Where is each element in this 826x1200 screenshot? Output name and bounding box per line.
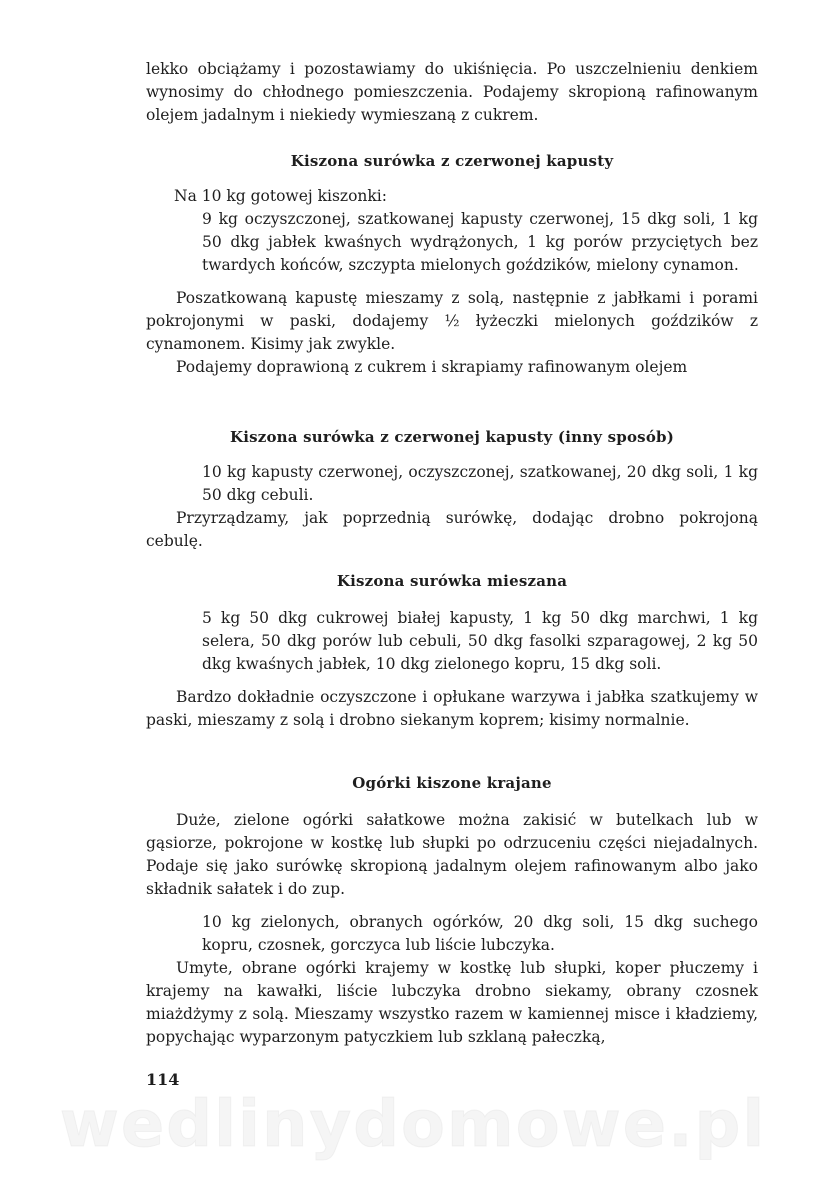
intro-paragraph: lekko obciążamy i pozostawiamy do ukiśnięcia. Po uszczelnieniu denkiem wynosimy do chłodnego pomieszczenia. Podajemy skropioną rafinowanym olejem jadalnym i niekiedy wymieszaną z cukrem.: [146, 60, 758, 124]
section-2-title: Kiszona surówka z czerwonej kapusty (inny sposób): [229, 428, 675, 446]
section-2-paragraph-1: Przyrządzamy, jak poprzednią surówkę, dodając drobno pokrojoną cebulę.: [146, 509, 758, 550]
section-1-paragraph-1: Poszatkowaną kapustę mieszamy z solą, następnie z jabłkami i porami pokrojonymi w paski, dodajemy ½ łyżeczki mielonych goździków z cynamonem. Kisimy jak zwykle.: [146, 289, 758, 353]
section-1-ingredients: 9 kg oczyszczonej, szatkowanej kapusty czerwonej, 15 dkg soli, 1 kg 50 dkg jabłek kwaśnych wydrążonych, 1 kg porów przyciętych bez twardych końców, szczypta mielonych goździków, mielony cynamon.: [202, 210, 758, 274]
watermark: wedlinydomowe.pl: [59, 1088, 767, 1162]
page-number: 114: [146, 1070, 180, 1089]
section-4-paragraph-2: Umyte, obrane ogórki krajemy w kostkę lub słupki, koper płuczemy i krajemy na kawałki, liście lubczyka drobno siekamy, obrany czosnek miażdżymy z solą. Mieszamy wszystko razem w kamiennej misce i kładziemy, popychając wyparzonym patyczkiem lub szklaną pałeczką,: [146, 959, 758, 1046]
section-4-paragraph-1: Duże, zielone ogórki sałatkowe można zakisić w butelkach lub w gąsiorze, pokrojone w kostkę lub słupki po odrzuceniu części niejadalnych. Podaje się jako surówkę skropioną jadalnym olejem rafinowanym albo jako składnik sałatek i do zup.: [146, 811, 758, 898]
section-1-paragraph-2: Podajemy doprawioną z cukrem i skrapiamy rafinowanym olejem: [176, 358, 688, 376]
section-4: [146, 772, 758, 1049]
section-3-paragraph-1: Bardzo dokładnie oczyszczone i opłukane warzywa i jabłka szatkujemy w paski, mieszamy z solą i drobno siekanym koprem; kisimy normalnie.: [146, 688, 758, 729]
section-4-ingredients: 10 kg zielonych, obranych ogórków, 20 dkg soli, 15 dkg suchego kopru, czosnek, gorczyca lub liście lubczyka.: [202, 913, 758, 954]
section-3: [146, 570, 758, 732]
section-3-title: Kiszona surówka mieszana: [336, 572, 568, 590]
section-2-ingredients: 10 kg kapusty czerwonej, oczyszczonej, szatkowanej, 20 dkg soli, 1 kg 50 dkg cebuli.: [202, 463, 758, 504]
section-1-lead: Na 10 kg gotowej kiszonki:: [174, 187, 387, 205]
section-3-ingredients: 5 kg 50 dkg cukrowej białej kapusty, 1 kg 50 dkg marchwi, 1 kg selera, 50 dkg porów lub cebuli, 50 dkg fasolki szparagowej, 2 kg 50 dkg kwaśnych jabłek, 10 dkg zielonego kopru, 15 dkg soli.: [202, 609, 758, 673]
intro-block: [146, 58, 758, 127]
section-1-title: Kiszona surówka z czerwonej kapusty: [290, 152, 614, 170]
section-1: [146, 150, 758, 379]
section-2: [146, 426, 758, 553]
section-4-title: Ogórki kiszone krajane: [352, 774, 552, 792]
